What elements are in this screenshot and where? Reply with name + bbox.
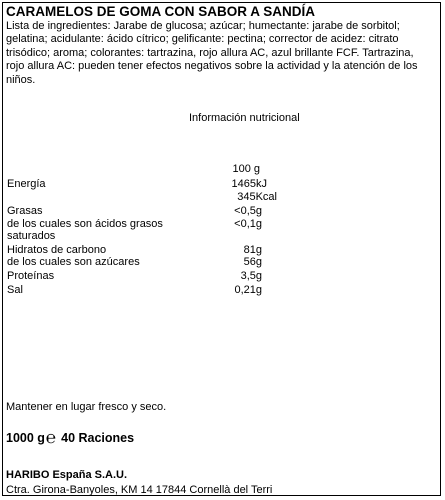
- energy-label: Energía: [7, 178, 46, 190]
- per-100g-header: 100 g: [232, 163, 260, 175]
- estimated-sign-icon: ℮: [45, 428, 57, 447]
- servings-count: 40 Raciones: [61, 431, 135, 445]
- net-quantity: [6, 430, 134, 446]
- salt-value: 0,21g: [234, 284, 262, 296]
- fat-label: Grasas: [7, 205, 43, 217]
- protein-value: 3,5g: [240, 270, 262, 282]
- energy-kcal-value: 345Kcal: [237, 191, 277, 203]
- company-address: Ctra. Girona-Banyoles, KM 14 17844 Cornellà del Terri: [6, 484, 273, 496]
- net-weight: 1000 g: [6, 431, 45, 445]
- nutrition-heading: Información nutricional: [189, 112, 300, 124]
- carbohydrates-label: Hidratos de carbono: [7, 244, 107, 256]
- storage-instructions: Mantener en lugar fresco y seco.: [6, 401, 167, 413]
- saturated-fat-label-continued: saturados: [7, 230, 56, 242]
- carbohydrates-value: 81g: [243, 244, 262, 256]
- protein-label: Proteínas: [7, 270, 55, 282]
- product-title: CARAMELOS DE GOMA CON SABOR A SANDÍA: [6, 4, 316, 19]
- saturated-fat-label: de los cuales son ácidos grasos: [7, 218, 163, 230]
- energy-kj-value: 1465kJ: [231, 178, 267, 190]
- salt-label: Sal: [7, 284, 23, 296]
- sugars-label: de los cuales son azúcares: [7, 256, 140, 268]
- ingredients-list: Lista de ingredientes: Jarabe de glucosa; azúcar; humectante: jarabe de sorbitol; gelatina; acidulante: ácido cítrico; gelificante: pectina; corrector de acidez: citrato trisódico; aroma; colorantes: tartrazina, rojo allura AC, azul brillante FCF. Tartrazina, rojo allura AC: pueden tener efectos negativos sobre la actividad y la atención de los niños.: [6, 20, 418, 86]
- fat-value: <0,5g: [234, 205, 262, 217]
- sugars-value: 56g: [243, 256, 262, 268]
- saturated-fat-value: <0,1g: [234, 218, 262, 230]
- company-name: HARIBO España S.A.U.: [6, 469, 128, 481]
